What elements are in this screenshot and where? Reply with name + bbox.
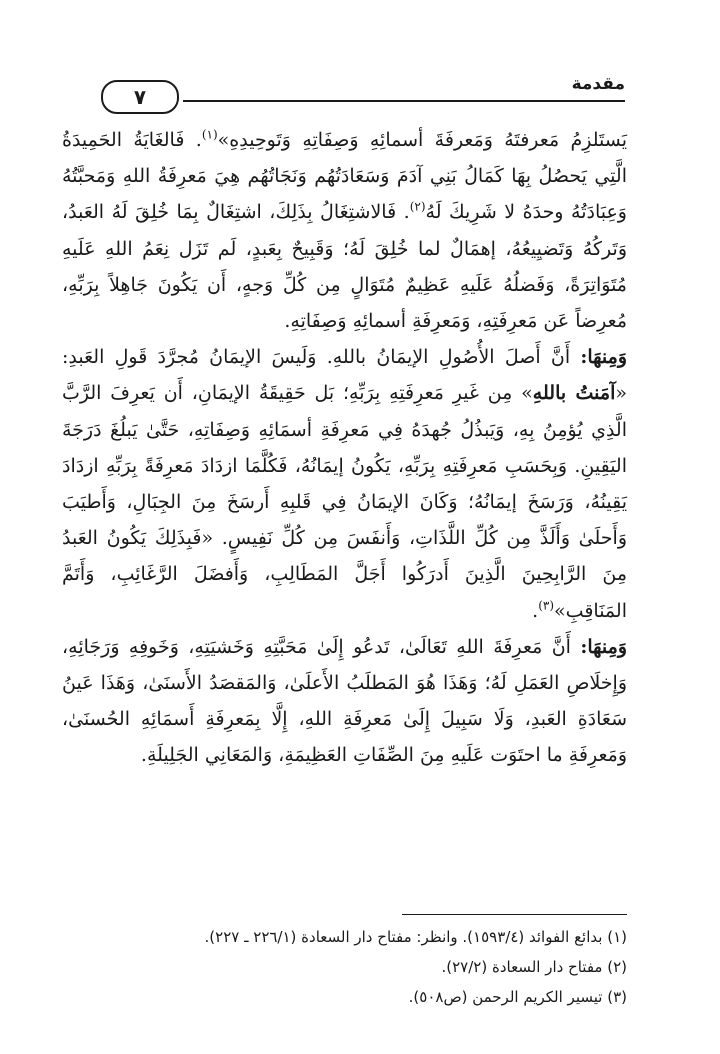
paragraph-1 (62, 122, 627, 339)
paragraph-3 (62, 629, 627, 774)
paragraph-1-text-b: . فَالغَايَةُ الحَمِيدَةُ الَّتِي يَحصُلُ بِهَا كَمَالُ بَنِي آدَمَ وَسَعَادَتُهُم وَنَجَاتُهُم هِيَ مَعرِفَةُ اللهِ وَمَحبَّتُهُ وَعِبَادَتُهُ وحدَهُ لا شَرِيكَ لَهُ (62, 129, 627, 224)
running-header-title: مقدمة (571, 74, 625, 94)
paragraph-1-text-a: يَستَلزِمُ مَعرفتَهُ وَمَعرفَةَ أسمائِهِ وَصِفَاتِهِ وَتَوحِيدِهِ» (217, 129, 627, 151)
paragraph-2-text-a: أَنَّ أَصلَ الأُصُولِ الإيمَانُ باللهِ. وَلَيسَ الإيمَانُ مُجرَّدَ قَولِ العَبدِ: « (62, 346, 627, 405)
footnote-ref-1[interactable]: (١) (201, 127, 218, 142)
paragraph-2-text-c: . (532, 599, 539, 622)
paragraph-2-lead: وَمِنهَا: (580, 346, 627, 369)
footnotes (62, 922, 627, 1012)
footnote-ref-2[interactable]: (٢) (409, 200, 426, 215)
header-rule (183, 100, 625, 102)
paragraph-2 (62, 339, 627, 629)
paragraph-3-text: أَنَّ مَعرِفَةَ اللهِ تَعَالَىٰ، تَدعُو إِلَىٰ مَحَبَّتِهِ وَخَشيَتِهِ، وَخَوفِهِ وَرَجَائِهِ، وَإِخلَاصِ العَمَلِ لَهُ؛ وَهَذَا هُوَ المَطلَبُ الأَعلَىٰ، وَالمَقصَدُ الأَسنَىٰ، وَهَذَا عَينُ سَعَادَةِ العَبدِ، وَلَا سَبِيلَ إِلَىٰ مَعرِفَةِ اللهِ، إِلَّا بِمَعرِفَةِ أَسمَائِهِ الحُسنَىٰ، وَمَعرِفَةِ ما احتَوَت عَلَيهِ مِنَ الصِّفَاتِ العَظِيمَةِ، وَالمَعَانِي الجَلِيلَةِ. (62, 635, 627, 767)
footnote-separator (402, 914, 627, 915)
paragraph-2-quote: آمَنتُ باللهِ (532, 382, 616, 405)
paragraph-1-text-c: . فَالاشتِغَالُ بِذَلِكَ، اشتِغَالٌ بِمَا خُلِقَ لَهُ العَبدُ، وَتَركُهُ وَتَضيِيعُهُ، إهمَالٌ لما خُلِقَ لَهُ؛ وَقَبِيحٌ بِعَبدٍ، لَم تَزَل نِعَمُ اللهِ عَلَيهِ مُتَوَاتِرَةً، وَفَضلُهُ عَلَيهِ عَظِيمٌ مُتَوَالٍ مِن كُلِّ وَجهٍ، أَن يَكُونَ جَاهِلاً بِرَبِّهِ، مُعرِضاً عَن مَعرِفَتِهِ، وَمَعرِفَةِ أسمائِهِ وَصِفَاتِهِ. (62, 201, 627, 333)
paragraph-3-lead: وَمِنهَا: (580, 635, 627, 658)
footnote-3: (٣) تيسير الكريم الرحمن (ص٥٠٨). (408, 988, 627, 1006)
page-header (95, 72, 625, 116)
page-number-badge: ٧ (101, 80, 179, 114)
footnote-ref-3[interactable]: (٣) (538, 598, 555, 613)
paragraph-2-text-b: » مِن غَيرِ مَعرِفَتِهِ بِرَبِّهِ؛ بَل حَقِيقَةُ الإيمَانِ، أَن يَعرِفَ الرَّبَّ الَّذِي يُؤمِنُ بِهِ، وَيَبذُلُ جُهدَهُ فِي مَعرِفَةِ أسمَائِهِ وَصِفَاتِهِ، حَتَّىٰ يَبلُغَ دَرَجَةَ اليَقِينِ. وَبِحَسَبِ مَعرِفَتِهِ بِرَبِّهِ، يَكُونُ إيمَانُهُ، فَكُلَّمَا ازدَادَ مَعرِفَةً بِرَبِّهِ ازدَادَ يَقِينُهُ، وَرَسَخَ إيمَانُهُ؛ وَكَانَ الإيمَانُ فِي قَلبِهِ أَرسَخَ مِنَ الجِبَالِ، وَأَطيَبَ وَأَحلَىٰ وَأَلَذَّ مِن كُلِّ اللَّذَاتِ، وَأَنفَسَ مِن كُلِّ نَفِيسٍ. «فَبِذَلِكَ يَكُونُ العَبدُ مِنَ الرَّابِحِينَ الَّذِينَ أَدرَكُوا أَجَلَّ المَطَالِبِ، وَأَفضَلَ الرَّغَائِبِ، وَأَتَمَّ المَنَاقِبِ» (62, 382, 627, 622)
footnote-2: (٢) مفتاح دار السعادة (٢٧/٢). (441, 958, 627, 976)
main-text (62, 122, 627, 774)
footnote-1: (١) بدائع الفوائد (١٥٩٣/٤). وانظر: مفتاح دار السعادة (٢٢٦/١ ـ ٢٢٧). (204, 928, 627, 946)
